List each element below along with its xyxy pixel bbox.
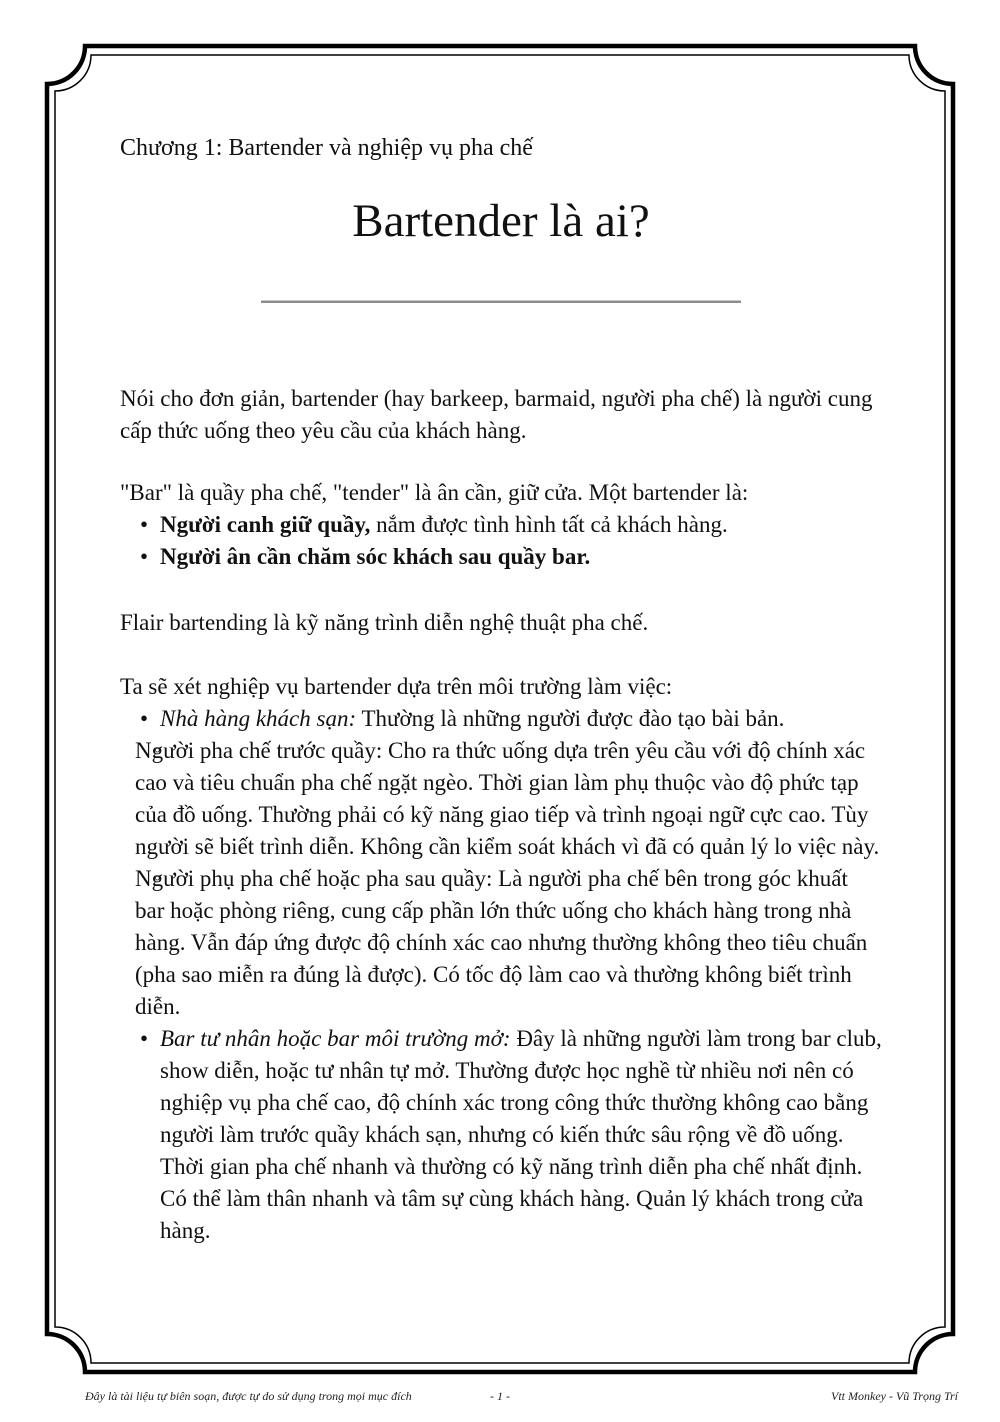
definition-bullet-list bbox=[120, 509, 882, 573]
bullet-text: Đây là những người làm trong bar club, show diễn, hoặc tư nhân tự mở. Thường được học nghề từ nhiều nơi nên có nghiệp vụ pha chế cao, độ chính xác trong công thức thường không cao bằng người làm trước quầy khách sạn, nhưng có kiến thức sâu rộng về đồ uống. Thời gian pha chế nhanh và thường có kỹ năng trình diễn pha chế nhất định. Có thể làm thân nhanh và tâm sự cùng khách hàng. Quản lý khách trong cửa hàng. bbox=[160, 1026, 882, 1243]
footer-note: Đây là tài liệu tự biên soạn, được tự do sử dụng trong mọi mục đích bbox=[85, 1389, 412, 1403]
environment-bullet-item bbox=[120, 1023, 882, 1247]
page-title: Bartender là ai? bbox=[352, 195, 650, 247]
page-number: - 1 - bbox=[490, 1389, 510, 1403]
definition-bullet-item bbox=[120, 541, 882, 573]
footer-author: Vtt Monkey - Vũ Trọng Trí bbox=[831, 1389, 958, 1403]
page-content bbox=[120, 0, 882, 1247]
bullet-italic-lead: Nhà hàng khách sạn: bbox=[160, 706, 357, 731]
bullet-bold-lead: Người ân cần chăm sóc khách sau quầy bar. bbox=[160, 544, 591, 569]
environments-lead-paragraph: Ta sẽ xét nghiệp vụ bartender dựa trên môi trường làm việc: bbox=[120, 674, 673, 699]
flair-paragraph: Flair bartending là kỹ năng trình diễn nghệ thuật pha chế. bbox=[120, 610, 649, 635]
intro-paragraph: Nói cho đơn giản, bartender (hay barkeep, barmaid, người pha chế) là người cung cấp thức uống theo yêu cầu của khách hàng. bbox=[120, 386, 873, 443]
bullet-italic-lead: Bar tư nhân hoặc bar môi trường mở: bbox=[160, 1026, 511, 1051]
chapter-heading: Chương 1: Bartender và nghiệp vụ pha chế bbox=[120, 135, 533, 161]
sub-bullet-list bbox=[135, 735, 882, 1023]
bullet-bold-lead: Người canh giữ quầy, bbox=[160, 512, 371, 537]
environments-bullet-list bbox=[120, 703, 882, 1247]
bullet-text: Thường là những người được đào tạo bài bản. bbox=[356, 706, 785, 731]
bullet-text: nắm được tình hình tất cả khách hàng. bbox=[370, 512, 728, 537]
title-separator-rule bbox=[261, 300, 741, 303]
definition-bullet-item bbox=[120, 509, 882, 541]
definition-lead-paragraph: "Bar" là quầy pha chế, "tender" là ân cần, giữ cửa. Một bartender là: bbox=[120, 480, 749, 505]
page-footer bbox=[0, 1388, 1000, 1406]
sub-bullet-item: ◦ Người phụ pha chế hoặc pha sau quầy: Là người pha chế bên trong góc khuất bar hoặc phòng riêng, cung cấp phần lớn thức uống cho khách hàng trong nhà hàng. Vẫn đáp ứng được độ chính xác cao nhưng thường không theo tiêu chuẩn (pha sao miễn ra đúng là được). Có tốc độ làm cao và thường không biết trình diễn. bbox=[120, 863, 882, 1023]
environment-bullet-item bbox=[120, 703, 882, 1023]
sub-bullet-item: ◦ Người pha chế trước quầy: Cho ra thức uống dựa trên yêu cầu với độ chính xác cao và tiêu chuẩn pha chế ngặt ngèo. Thời gian làm phụ thuộc vào độ phức tạp của đồ uống. Thường phải có kỹ năng giao tiếp và trình ngoại ngữ cực cao. Tùy người sẽ biết trình diễn. Không cần kiểm soát khách vì đã có quản lý lo việc này. bbox=[120, 735, 882, 863]
